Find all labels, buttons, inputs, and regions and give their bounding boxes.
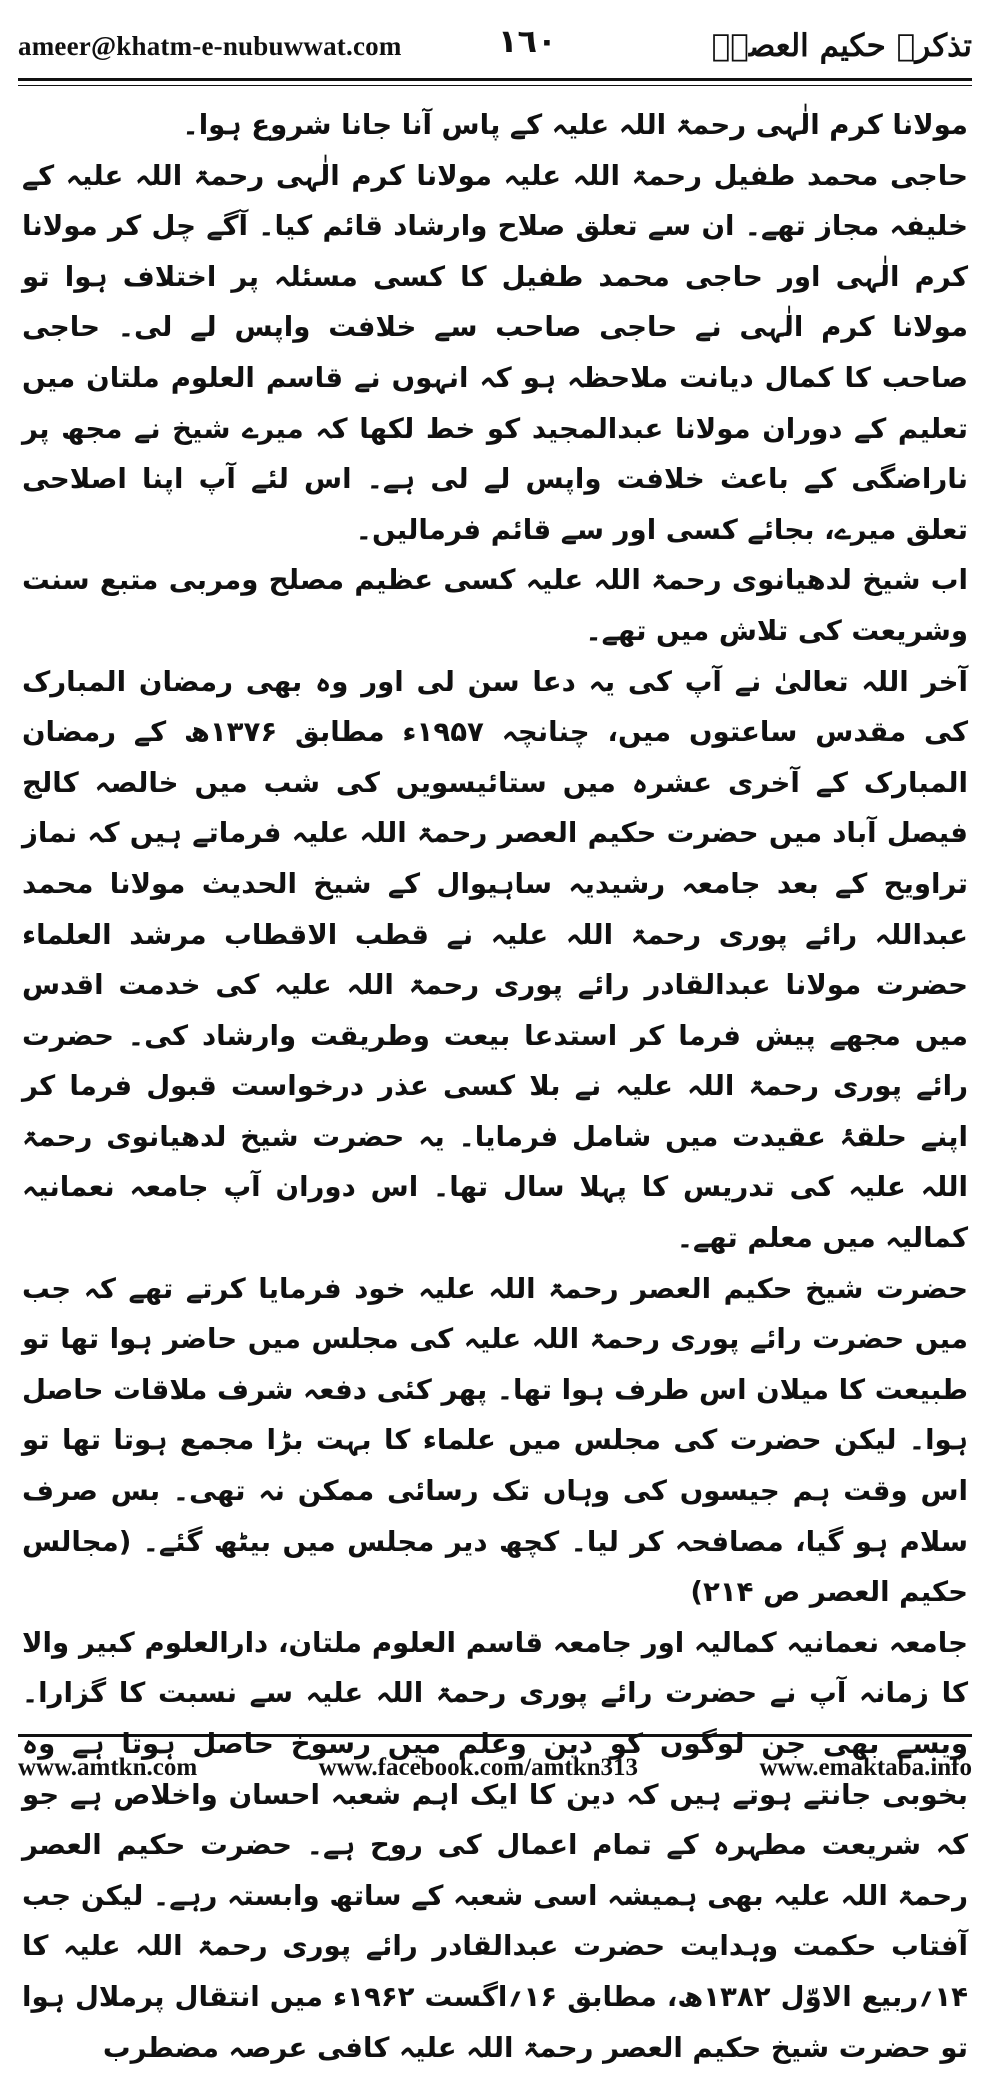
paragraph-2: حاجی محمد طفیل رحمۃ اللہ علیہ مولانا کرم الٰہی رحمۃ اللہ علیہ کے خلیفہ مجاز تھے۔ ان سے تعلق صلاح وارشاد قائم کیا۔ آگے چل کر مولانا کرم الٰہی اور حاجی محمد طفیل کا کسی مسئلہ پر اختلاف ہوا تو مولانا کرم الٰہی نے حاجی صاحب سے خلافت واپس لے لی۔ حاجی صاحب کا کمال دیانت ملاحظہ ہو کہ انہوں نے قاسم العلوم ملتان میں تعلیم کے دوران مولانا عبدالمجید کو خط لکھا کہ میرے شیخ نے مجھ پر ناراضگی کے باعث خلافت واپس لے لی ہے۔ اس لئے آپ اپنا اصلاحی تعلق میرے، بجائے کسی اور سے قائم فرمالیں۔ [22,158,968,546]
header-rule-thin [18,85,972,86]
header-rule [18,78,972,81]
paragraph-3: اب شیخ لدھیانوی رحمۃ اللہ علیہ کسی عظیم مصلح ومربی متبع سنت وشریعت کی تلاش میں تھے۔ [22,563,968,647]
paragraph-1: مولانا کرم الٰہی رحمۃ اللہ علیہ کے پاس آنا جانا شروع ہوا۔ [182,108,968,141]
footer-link-facebook[interactable]: www.facebook.com/amtkn313 [318,1754,639,1781]
header-email: ameer@khatm-e-nubuwwat.com [18,30,402,61]
page-footer [18,1748,972,1788]
footer-link-amtkn[interactable]: www.amtkn.com [18,1754,198,1781]
paragraph-5: حضرت شیخ حکیم العصر رحمۃ اللہ علیہ خود فرمایا کرتے تھے کہ جب میں حضرت رائے پوری رحمۃ اللہ علیہ کی مجلس میں حاضر ہوا تھا تو طبیعت کا میلان اس طرف ہوا تھا۔ پھر کئی دفعہ شرف ملاقات حاصل ہوا۔ لیکن حضرت کی مجلس میں علماء کا بہت بڑا مجمع ہوتا تھا تو اس وقت ہم جیسوں کی وہاں تک رسائی ممکن نہ تھی۔ بس صرف سلام ہو گیا، مصافحہ کر لیا۔ کچھ دیر مجلس میں بیٹھ گئے۔ (مجالس حکیم العصر ص ۲۱۴) [22,1271,968,1609]
footer-link-emaktaba[interactable]: www.emaktaba.info [759,1754,972,1781]
page-header [18,18,972,74]
paragraph-6: جامعہ نعمانیہ کمالیہ اور جامعہ قاسم العلوم ملتان، دارالعلوم کبیر والا کا زمانہ آپ نے حضرت رائے پوری رحمۃ اللہ علیہ سے نسبت کا گزارا۔ ویسے بھی جن لوگوں کو دین وعلم میں رسوخ حاصل ہوتا ہے وہ بخوبی جانتے ہوتے ہیں کہ دین کا ایک اہم شعبہ احسان واخلاص ہے جو کہ شریعت مطہرہ کے تمام اعمال کی روح ہے۔ حضرت حکیم العصر رحمۃ اللہ علیہ بھی ہمیشہ اسی شعبہ کے ساتھ وابستہ رہے۔ لیکن جب آفتاب حکمت وہدایت حضرت عبدالقادر رائے پوری رحمۃ اللہ علیہ کا ۱۴؍ربیع الاوّل ۱۳۸۲ھ، مطابق ۱۶؍اگست ۱۹۶۲ء میں انتقال پرملال ہوا تو حضرت شیخ حکیم العصر رحمۃ اللہ علیہ کافی عرصہ مضطرب [22,1625,968,2064]
footer-rule [18,1734,972,1737]
page-number: ١٦٠ [498,22,557,60]
book-title: تذکرہ حکیم العصرؒ [711,28,972,64]
paragraph-4: آخر اللہ تعالیٰ نے آپ کی یہ دعا سن لی اور وہ بھی رمضان المبارک کی مقدس ساعتوں میں، چنانچہ ۱۹۵۷ء مطابق ۱۳۷۶ھ کے رمضان المبارک کے آخری عشرہ میں ستائیسویں کی شب میں خالصہ کالج فیصل آباد میں حضرت حکیم العصر رحمۃ اللہ علیہ فرماتے ہیں کہ نماز تراویح کے بعد جامعہ رشیدیہ ساہیوال کے شیخ الحدیث مولانا محمد عبداللہ رائے پوری رحمۃ اللہ علیہ نے قطب الاقطاب مرشد العلماء حضرت مولانا عبدالقادر رائے پوری رحمۃ اللہ علیہ کی خدمت اقدس میں مجھے پیش فرما کر استدعا بیعت وطریقت وارشاد کی۔ حضرت رائے پوری رحمۃ اللہ علیہ نے بلا کسی عذر درخواست قبول فرما کر اپنے حلقۂ عقیدت میں شامل فرمایا۔ یہ حضرت شیخ لدھیانوی رحمۃ اللہ علیہ کی تدریس کا پہلا سال تھا۔ اس دوران آپ جامعہ نعمانیہ کمالیہ میں معلم تھے۔ [22,664,968,1255]
